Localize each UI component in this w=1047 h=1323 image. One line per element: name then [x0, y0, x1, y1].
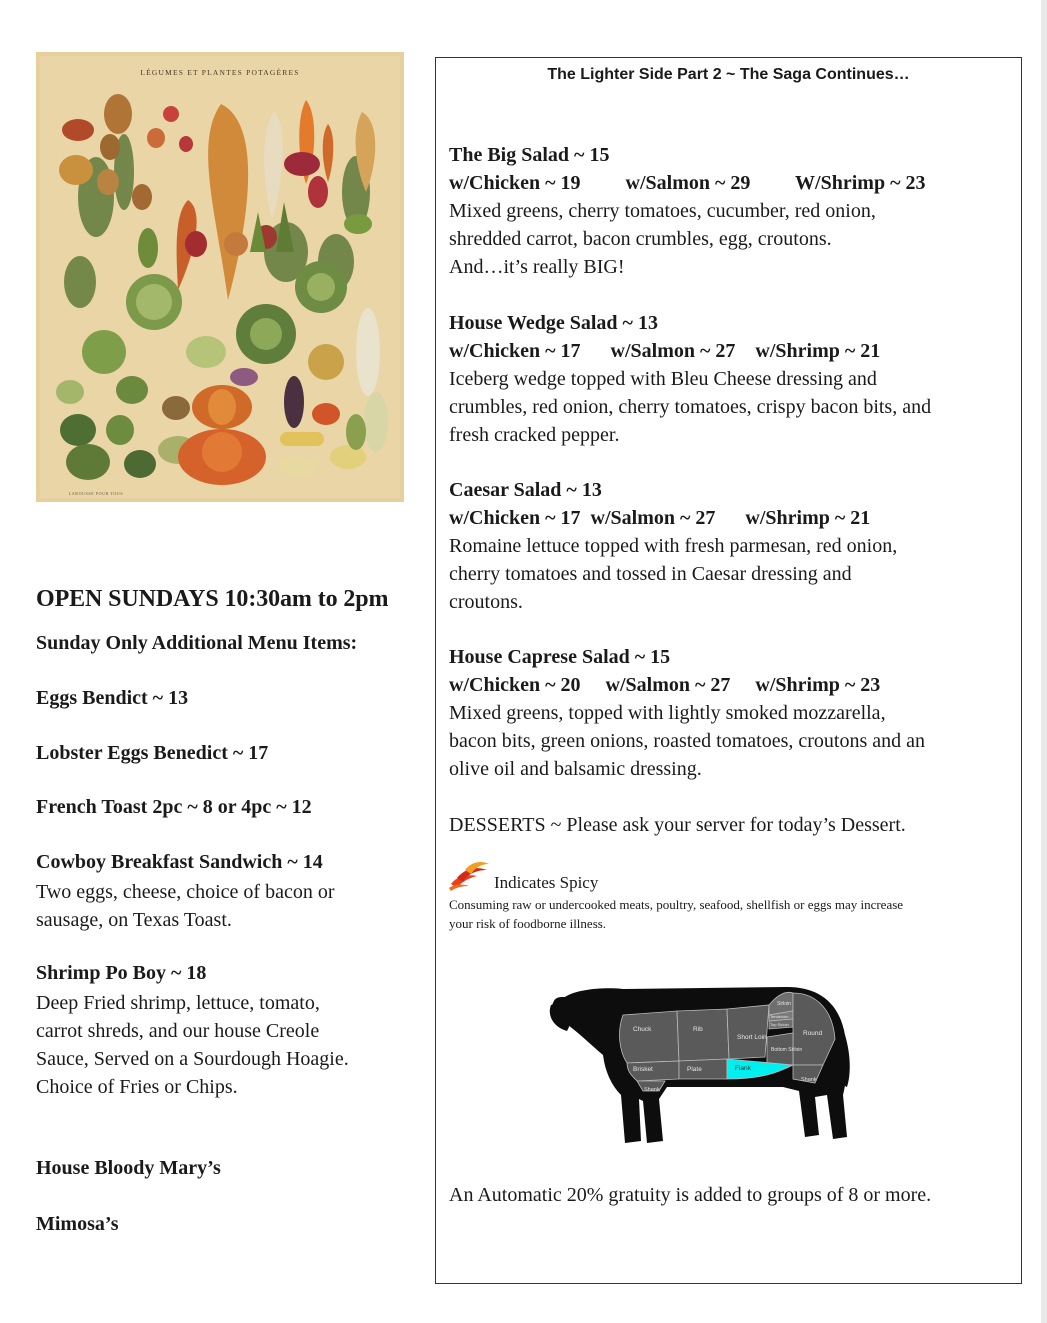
svg-text:Brisket: Brisket — [633, 1066, 653, 1073]
desserts-note: DESSERTS ~ Please ask your server for today’s Dessert. — [449, 814, 906, 836]
page-right-edge — [1041, 0, 1047, 1323]
svg-text:Top Sirloin: Top Sirloin — [770, 1022, 789, 1027]
drink-bloody-mary: House Bloody Mary’s — [36, 1157, 221, 1179]
salad-caprese-options: w/Chicken ~ 20 w/Salmon ~ 27 w/Shrimp ~ 23 — [449, 674, 881, 696]
svg-text:Short Loin: Short Loin — [737, 1034, 767, 1041]
salad-wedge-title: House Wedge Salad ~ 13 — [449, 312, 658, 334]
svg-text:Chuck: Chuck — [633, 1026, 652, 1033]
salad-big-title: The Big Salad ~ 15 — [449, 144, 610, 166]
salad-caesar-options: w/Chicken ~ 17 w/Salmon ~ 27 w/Shrimp ~ 21 — [449, 507, 871, 529]
salad-caesar-title: Caesar Salad ~ 13 — [449, 479, 602, 501]
drink-mimosa: Mimosa’s — [36, 1213, 119, 1235]
spicy-flame-icon — [447, 858, 493, 897]
spicy-legend-label: Indicates Spicy — [494, 873, 599, 892]
salad-caprese-description: Mixed greens, topped with lightly smoked mozzarella, bacon bits, green onions, roasted tomatoes, croutons and an olive oil and balsamic dressing. — [449, 702, 925, 780]
poster-footer: LAROUSSE POUR TOUS — [68, 491, 124, 496]
food-safety-warning: Consuming raw or undercooked meats, poultry, seafood, shellfish or eggs may increase your risk of foodborne illness. — [449, 897, 904, 931]
gratuity-note: An Automatic 20% gratuity is added to groups of 8 or more. — [449, 1184, 932, 1206]
menu-item-eggs-benedict: Eggs Bendict ~ 13 — [36, 687, 189, 709]
salad-wedge-options: w/Chicken ~ 17 w/Salmon ~ 27 w/Shrimp ~ 21 — [449, 340, 881, 362]
svg-text:Shank: Shank — [644, 1087, 660, 1093]
beef-cuts-diagram — [547, 975, 852, 1155]
open-hours-heading: OPEN SUNDAYS 10:30am to 2pm — [36, 586, 389, 612]
lighter-side-title: The Lighter Side Part 2 ~ The Saga Continues… — [547, 66, 910, 83]
menu-item-shrimp-po-boy: Shrimp Po Boy ~ 18 — [36, 962, 207, 984]
svg-text:Tenderloin: Tenderloin — [770, 1014, 789, 1019]
vegetable-poster-image — [36, 52, 404, 502]
shrimp-po-boy-description: Deep Fried shrimp, lettuce, tomato, carrot shreds, and our house Creole Sauce, Served on a Sourdough Hoagie. Choice of Fries or Chips. — [36, 992, 349, 1098]
salad-caesar-description: Romaine lettuce topped with fresh parmesan, red onion, cherry tomatoes and tossed in Caesar dressing and croutons. — [449, 535, 898, 613]
salad-big-description: Mixed greens, cherry tomatoes, cucumber, red onion, shredded carrot, bacon crumbles, egg, croutons. And…it’s really BIG! — [449, 200, 876, 278]
salad-caprese-title: House Caprese Salad ~ 15 — [449, 646, 671, 668]
menu-item-cowboy-sandwich: Cowboy Breakfast Sandwich ~ 14 — [36, 851, 323, 873]
svg-text:Bottom Sirloin: Bottom Sirloin — [771, 1047, 803, 1053]
svg-text:Flank: Flank — [735, 1065, 751, 1072]
salad-big-options: w/Chicken ~ 19 w/Salmon ~ 29 W/Shrimp ~ 23 — [449, 172, 926, 194]
svg-text:Round: Round — [803, 1030, 823, 1037]
sunday-menu-subtitle: Sunday Only Additional Menu Items: — [36, 632, 358, 654]
svg-text:Shank: Shank — [801, 1077, 817, 1083]
menu-item-french-toast: French Toast 2pc ~ 8 or 4pc ~ 12 — [36, 796, 312, 818]
svg-text:Plate: Plate — [687, 1066, 702, 1073]
poster-caption: LÉGUMES ET PLANTES POTAGÈRES — [140, 68, 300, 77]
salad-wedge-description: Iceberg wedge topped with Bleu Cheese dressing and crumbles, red onion, cherry tomatoes, crispy bacon bits, and fresh cracked pepper. — [449, 368, 932, 446]
svg-text:Rib: Rib — [693, 1026, 703, 1033]
cowboy-sandwich-description: Two eggs, cheese, choice of bacon or sausage, on Texas Toast. — [36, 881, 335, 931]
svg-text:Sirloin: Sirloin — [777, 1001, 791, 1007]
menu-item-lobster-eggs-benedict: Lobster Eggs Benedict ~ 17 — [36, 742, 269, 764]
